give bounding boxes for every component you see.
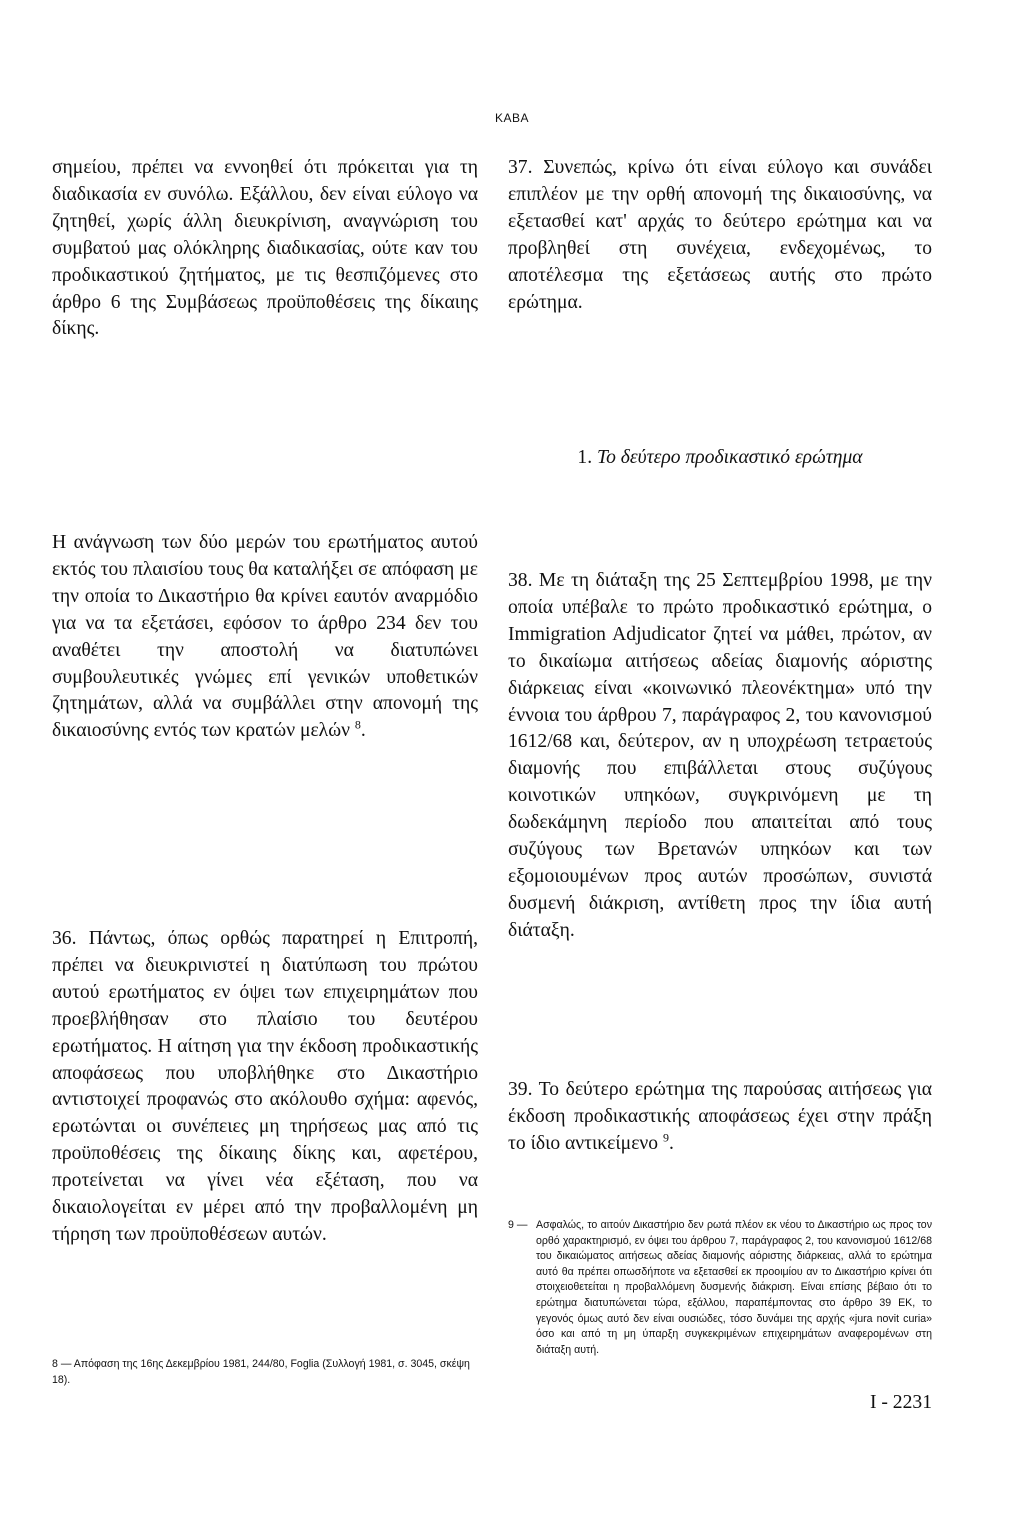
paragraph-reading: [52, 530, 478, 745]
page-number: I - 2231: [869, 1392, 932, 1413]
paragraph-39-end: .: [668, 1132, 674, 1154]
paragraph-39: [508, 1077, 932, 1158]
footnote-9: [508, 1218, 932, 1358]
footnote-9-text: Ασφαλώς, το αιτούν Δικαστήριο δεν ρωτά πλέον εκ νέου το Δικαστήριο ως προς τον ορθό χαρακτηρισμό, εν όψει του άρθρου 7, παράγραφος 2, του κανονισμού 1612/68 του δικαιώματος αιτήσεως αδείας διαμονής αόριστης διάρκειας, αλλά το ερώτημα αυτό θα πρέπει οπωσδήποτε να εξετασθεί εκ προοιμίου αν το Δικαστήριο κρίνει ότι στοιχειοθετείται η προβαλλόμενη δυσμενής διάκριση. Είναι επίσης βέβαιο ότι το ερώτημα διατυπώνεται τώρα, εξάλλου, παραπέμποντας στο άρθρο 39 ΕΚ, το γεγονός όμως αυτό δεν είναι ουσιώδες, τόσο δυνάμει της αρχής «jura novit curia» όσο και από τη μη ύπαρξη συγκεκριμένων επιχειρημάτων αναφερομένων στη διάταξη αυτή.: [536, 1219, 932, 1356]
paragraph-reading-end: .: [360, 720, 366, 742]
footnote-ref-8: 8: [354, 717, 361, 732]
paragraph-38: 38. Με τη διάταξη της 25 Σεπτεμβρίου 1998, με την οποία υπέβαλε το πρώτο προδικαστικό ερώτημα, ο Immigration Adjudicator ζητεί να μάθει, πρώτον, αν το δικαίωμα αιτήσεως αδείας διαμονής αόριστης διάρκειας είναι «κοινωνικό πλεονέκτημα» υπό την έννοια του άρθρου 7, παράγραφος 2, του κανονισμού 1612/68 και, δεύτερον, αν η υποχρέωση τετραετούς διαμονής που επιβάλλεται στους συζύγους κοινοτικών υπηκόων, συγκρινόμενη με τη δωδεκάμηνη περίοδο που απαιτείται από τους συζύγους των Βρετανών υπηκόων και των εξομοιουμένων προς αυτών προσώπων, συνιστά δυσμενή διάκριση, αντίθετη προς την ίδια αυτή διάταξη.: [508, 570, 932, 941]
paragraph-39-text: 39. Το δεύτερο ερώτημα της παρούσας αιτήσεως για έκδοση προδικαστικής αποφάσεως έχει στην πράξη το ίδιο αντικείμενο: [508, 1079, 932, 1154]
paragraph-37: 37. Συνεπώς, κρίνω ότι είναι εύλογο και συνάδει επιπλέον με την ορθή απονομή της δικαιοσύνης, να εξετασθεί κατ' αρχάς το δεύτερο ερώτημα και να προβληθεί στη συνέχεια, ενδεχομένως, το αποτέλεσμα της εξετάσεως αυτής στο πρώτο ερώτημα.: [508, 157, 932, 313]
section-heading-number: 1.: [577, 447, 593, 468]
paragraph-36: 36. Πάντως, όπως ορθώς παρατηρεί η Επιτροπή, πρέπει να διευκρινιστεί η διατύπωση του πρώτου αυτού ερωτήματος εν όψει των επιχειρημάτων που προεβλήθησαν στο πλαίσιο του δευτέρου ερωτήματος. Η αίτηση για την έκδοση προδικαστικής αποφάσεως που υποβλήθηκε στο Δικαστήριο αντιστοιχεί προφανώς στο ακόλουθο σχήμα: αφενός, ερωτώνται οι συνέπειες μη τηρήσεως μας από τις προϋποθέσεις της δίκαιης δίκης και, αφετέρου, προτείνεται να γίνει νέα εξέταση, που να δικαιολογείται εν μέρει από την προβαλλομένη μη τήρηση των προϋποθέσεων αυτών.: [52, 928, 478, 1245]
paragraph-continuation: σημείου, πρέπει να εννοηθεί ότι πρόκειται για τη διαδικασία εν συνόλω. Εξάλλου, δεν είναι εύλογο να ζητηθεί, χωρίς άλλη διευκρίνιση, αναγνώριση του συμβατού μας ολόκληρης διαδικασίας, ούτε καν του προδικαστικού ζητήματος, με τις θεσπιζόμενες στο άρθρο 6 της Συμβάσεως προϋποθέσεις της δίκαιης δίκης.: [52, 157, 478, 340]
paragraph-reading-text: Η ανάγνωση των δύο μερών του ερωτήματος αυτού εκτός του πλαισίου τους θα καταλήξει σε απόφαση με την οποία το Δικαστήριο θα κρίνει εαυτόν αναρμόδιο για να τα εξετάσει, εφόσον το άρθρο 234 δεν του αναθέτει την αποστολή να διατυπώνει συμβουλευτικές γνώμες επί γενικών υποθετικών ζητημάτων, αλλά να συμβάλλει στην απονομή της δικαιοσύνης εντός των κρατών μελών: [52, 532, 478, 742]
section-heading: [508, 445, 932, 471]
section-heading-text: Το δεύτερο προδικαστικό ερώτημα: [597, 447, 863, 468]
footnote-8: 8 — Απόφαση της 16ης Δεκεμβρίου 1981, 244/80, Foglia (Συλλογή 1981, σ. 3045, σκέψη 18).: [52, 1358, 470, 1386]
footnote-ref-9: 9: [662, 1130, 669, 1145]
running-header: KABA: [494, 111, 529, 125]
footnote-9-marker: 9 —: [508, 1219, 528, 1231]
